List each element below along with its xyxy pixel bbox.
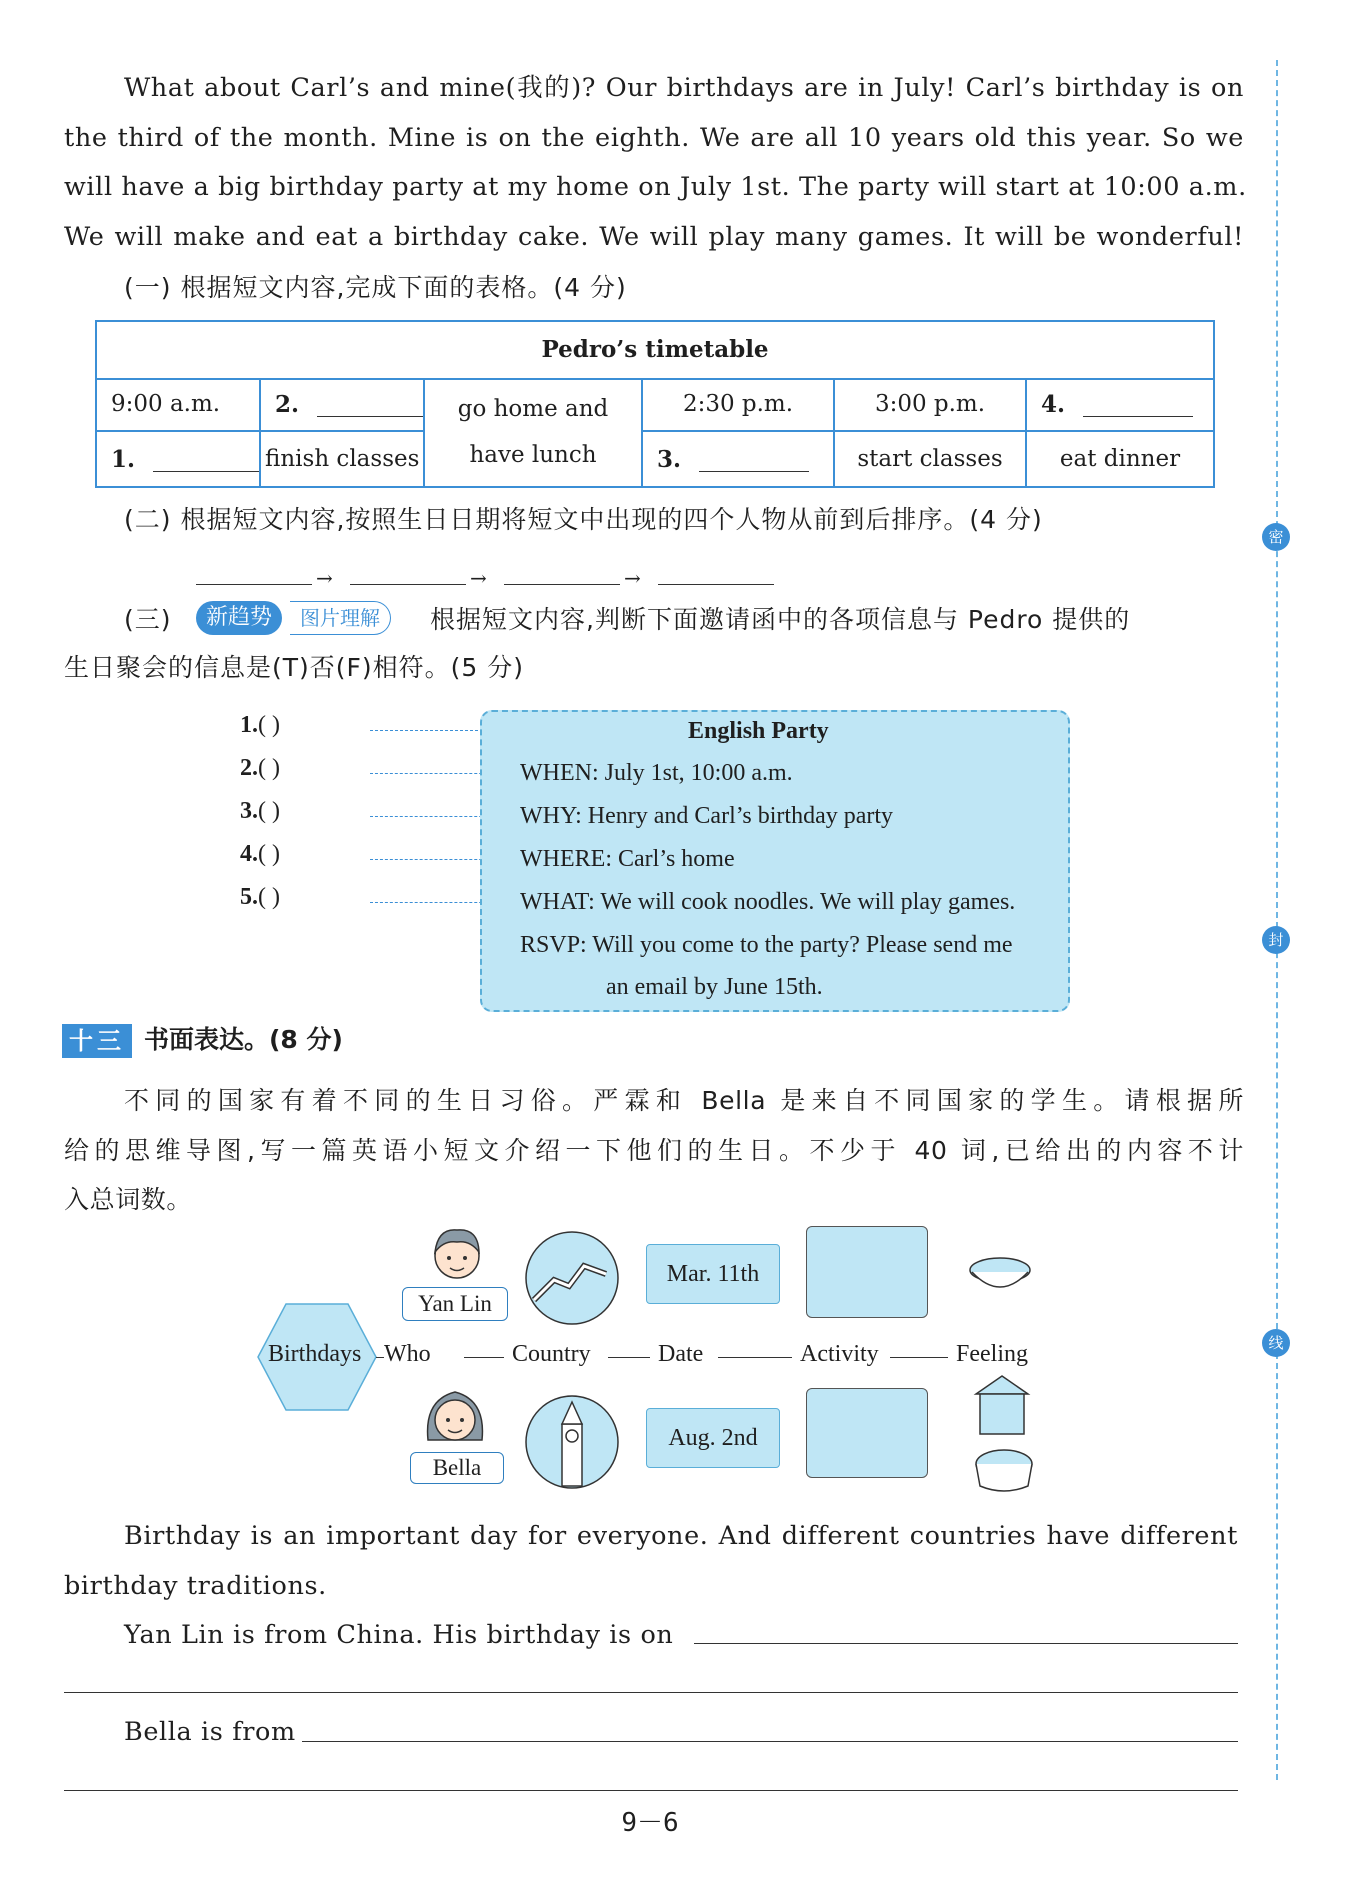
answer-blank[interactable] — [196, 584, 312, 585]
invitation-what: WHAT: We will cook noodles. We will play games. — [520, 889, 1016, 915]
cell-text: 2:30 p.m. — [682, 391, 794, 417]
arrow-icon: → — [470, 566, 487, 590]
reading-passage — [64, 64, 1247, 262]
timetable-cell — [643, 378, 835, 432]
timetable-cell — [1027, 378, 1213, 432]
name-label: Yan Lin — [402, 1287, 508, 1321]
binding-mark: 线 — [1262, 1329, 1290, 1357]
mindmap-who: Who — [384, 1341, 431, 1367]
connector-line — [376, 1357, 384, 1358]
passage-line: will have a big birthday party at my home on July 1st. The party will start at 10:00 a.m. — [64, 172, 1247, 202]
passage-line: What about Carl’s and mine(我的)? Our birthdays are in July! Carl’s birthday is on — [124, 73, 1244, 103]
essay-line: birthday traditions. — [64, 1570, 327, 1601]
tf-item[interactable] — [240, 755, 280, 782]
binding-line — [1276, 60, 1278, 1780]
timetable-cell — [1027, 432, 1213, 486]
connector-line — [464, 1357, 504, 1358]
boy-portrait-icon — [422, 1218, 492, 1288]
calendar-icon: Mar. 11th — [646, 1244, 780, 1304]
prompt-line: 不同的国家有着不同的生日习俗。严霖和 Bella 是来自不同国家的学生。请根据所 — [124, 1086, 1244, 1115]
prompt-line: 给的思维导图,写一篇英语小短文介绍一下他们的生日。不少于 40 词,已给出的内容不计 — [64, 1135, 1244, 1165]
cell-text: 3:00 p.m. — [874, 391, 986, 417]
answer-paren[interactable]: ( ) — [258, 755, 280, 781]
girl-portrait-icon — [418, 1380, 492, 1452]
answer-paren[interactable]: ( ) — [258, 841, 280, 867]
passage-line: the third of the month. Mine is on the eighth. We are all 10 years old this year. So we — [64, 122, 1244, 153]
invitation-rsvp: an email by June 15th. — [606, 974, 823, 1000]
cake-icon — [972, 1440, 1036, 1496]
timetable-cell — [261, 432, 425, 486]
invitation-why: WHY: Henry and Carl’s birthday party — [520, 803, 894, 829]
calendar-icon: Aug. 2nd — [646, 1408, 780, 1468]
invitation-rsvp: RSVP: Will you come to the party? Please send me — [520, 932, 1013, 958]
section-title-text: 书面表达。(8 分) — [144, 1025, 343, 1054]
essay-text — [64, 1512, 1238, 1611]
answer-blank[interactable] — [699, 447, 809, 472]
binding-mark: 密 — [1262, 523, 1290, 551]
cell-text: eat dinner — [1059, 446, 1181, 472]
timetable-cell — [261, 378, 425, 432]
timetable-cell — [835, 432, 1027, 486]
item-number: 4. — [1041, 390, 1066, 418]
cell-text: finish classes — [265, 446, 420, 472]
arrow-icon: → — [316, 566, 333, 590]
mindmap-activity: Activity — [800, 1341, 879, 1367]
part3-instruction: 生日聚会的信息是(T)否(F)相符。(5 分) — [64, 653, 525, 682]
birthday-party-icon — [806, 1388, 928, 1478]
essay-start: Bella is from — [124, 1717, 296, 1747]
answer-paren[interactable]: ( ) — [258, 798, 280, 824]
item-number: 3. — [240, 798, 258, 824]
answer-paren[interactable]: ( ) — [258, 712, 280, 738]
great-wall-icon — [524, 1230, 620, 1326]
timetable-title: Pedro’s timetable — [97, 322, 1213, 380]
invitation-when: WHEN: July 1st, 10:00 a.m. — [520, 760, 793, 786]
mindmap-country: Country — [512, 1341, 591, 1367]
passage-line: We will make and eat a birthday cake. We will play many games. It will be wonderful! — [64, 221, 1244, 252]
writing-line[interactable] — [64, 1692, 1238, 1693]
cell-text: start classes — [857, 446, 1003, 472]
writing-line[interactable] — [64, 1790, 1238, 1791]
toy-blocks-icon — [972, 1374, 1032, 1438]
mindmap-feeling: Feeling — [956, 1341, 1028, 1367]
tf-item[interactable] — [240, 798, 280, 825]
connector-line — [608, 1357, 650, 1358]
timetable-cell — [425, 378, 643, 486]
writing-line[interactable] — [302, 1741, 1238, 1742]
arrow-icon: → — [624, 566, 641, 590]
connector-line — [890, 1357, 948, 1358]
question-type-badge: 图片理解 — [290, 601, 391, 635]
tf-item[interactable] — [240, 841, 280, 868]
writing-line[interactable] — [694, 1643, 1238, 1644]
answer-blank[interactable] — [350, 584, 466, 585]
prompt-line: 入总词数。 — [64, 1185, 193, 1214]
answer-blank[interactable] — [504, 584, 620, 585]
tf-item[interactable] — [240, 712, 280, 739]
answer-blank[interactable] — [153, 447, 259, 472]
invitation-title: English Party — [688, 718, 829, 744]
cell-text: 9:00 a.m. — [111, 391, 221, 417]
item-number: 3. — [657, 445, 682, 473]
mindmap-date: Date — [658, 1341, 704, 1367]
item-number: 2. — [275, 390, 300, 418]
binding-mark: 封 — [1262, 926, 1290, 954]
mindmap-center: Birthdays — [268, 1341, 362, 1367]
cell-text: have lunch — [469, 442, 597, 468]
answer-paren[interactable]: ( ) — [258, 884, 280, 910]
cell-text: go home and — [457, 396, 609, 422]
part3-instruction: 根据短文内容,判断下面邀请函中的各项信息与 Pedro 提供的 — [430, 605, 1131, 634]
new-trend-badge: 新趋势 — [196, 601, 282, 635]
section-number: 十三 — [62, 1024, 132, 1058]
invitation-where: WHERE: Carl’s home — [520, 846, 735, 872]
essay-line: Birthday is an important day for everyone. And different countries have different — [124, 1521, 1238, 1551]
noodles-bowl-icon — [966, 1250, 1034, 1296]
answer-blank[interactable] — [1083, 392, 1193, 417]
family-dinner-icon — [806, 1226, 928, 1318]
name-label: Bella — [410, 1452, 504, 1484]
timetable — [95, 320, 1215, 488]
big-ben-icon — [524, 1394, 620, 1490]
writing-prompt — [64, 1076, 1244, 1225]
connector-line — [718, 1357, 792, 1358]
part1-instruction: (一) 根据短文内容,完成下面的表格。(4 分) — [124, 273, 627, 302]
answer-blank[interactable] — [658, 584, 774, 585]
item-number: 1. — [240, 712, 258, 738]
timetable-cell — [97, 432, 261, 486]
part2-instruction: (二) 根据短文内容,按照生日日期将短文中出现的四个人物从前到后排序。(4 分) — [124, 505, 1043, 534]
item-number: 1. — [111, 445, 136, 473]
answer-blank[interactable] — [317, 392, 423, 417]
timetable-cell — [835, 378, 1027, 432]
invitation-card — [480, 710, 1070, 1012]
timetable-cell — [97, 378, 261, 432]
tf-item[interactable] — [240, 884, 280, 911]
item-number: 4. — [240, 841, 258, 867]
essay-start: Yan Lin is from China. His birthday is on — [124, 1620, 674, 1650]
part3-prefix: (三) — [124, 605, 172, 634]
page-number: 9－6 — [621, 1808, 679, 1838]
item-number: 2. — [240, 755, 258, 781]
section-title — [144, 1020, 343, 1060]
item-number: 5. — [240, 884, 258, 910]
timetable-cell — [643, 432, 835, 486]
